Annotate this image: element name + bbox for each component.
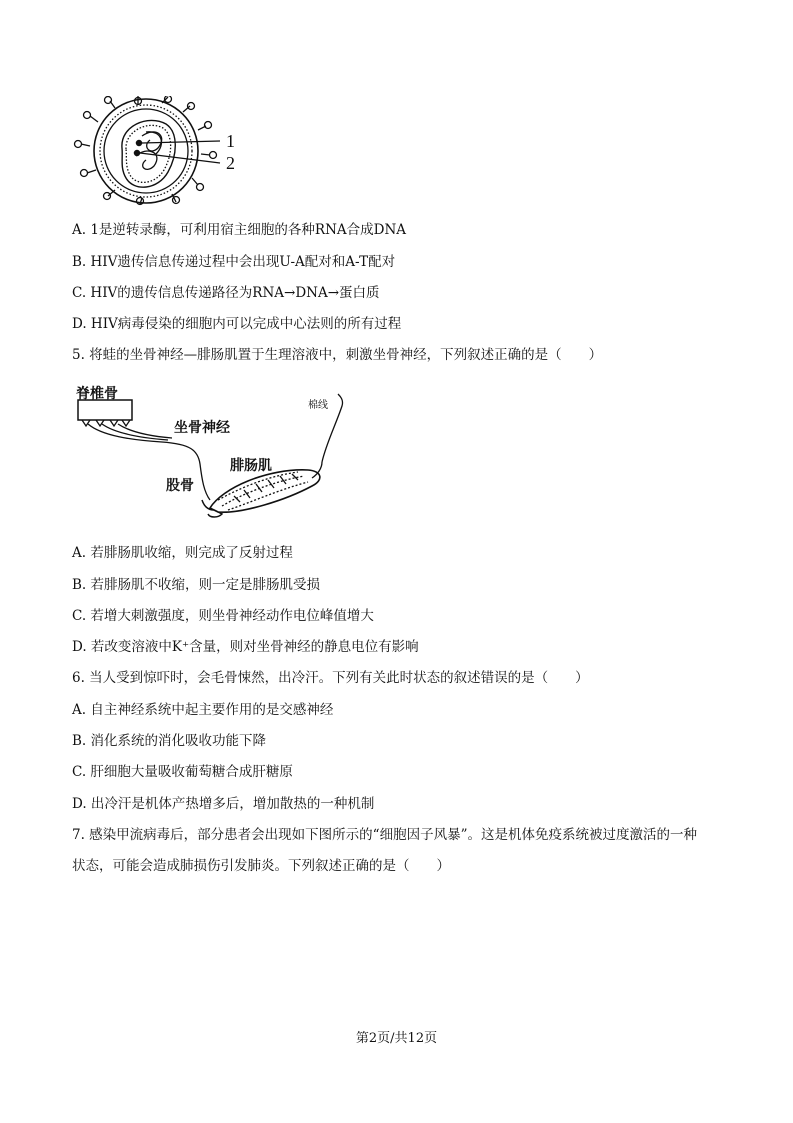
label-thread: 棉线 (308, 400, 328, 411)
q5-option-c: C. 若增大刺激强度，则坐骨神经动作电位峰值增大 (72, 608, 374, 624)
hiv-label-2: 2 (226, 153, 235, 173)
q6-option-b: B. 消化系统的消化吸收功能下降 (72, 733, 267, 749)
q6-stem: 6. 当人受到惊吓时，会毛骨悚然，出冷汗。下列有关此时状态的叙述错误的是（ ） (72, 670, 589, 686)
q5-option-d: D. 若改变溶液中K⁺含量，则对坐骨神经的静息电位有影响 (72, 639, 419, 655)
q6-option-a: A. 自主神经系统中起主要作用的是交感神经 (72, 702, 334, 718)
frog-nerve-muscle-figure (72, 384, 352, 526)
hiv-virus-figure (70, 96, 250, 206)
q4-option-b: B. HIV遗传信息传递过程中会出现U-A配对和A-T配对 (72, 254, 396, 270)
page-footer: 第2页/共12页 (355, 1031, 438, 1046)
q4-option-c: C. HIV的遗传信息传递路径为RNA→DNA→蛋白质 (72, 285, 380, 301)
label-gastrocnemius: 腓肠肌 (230, 458, 272, 474)
label-spine: 脊椎骨 (76, 386, 118, 402)
q7-stem-line2: 状态，可能会造成肺损伤引发肺炎。下列叙述正确的是（ ） (72, 858, 450, 874)
q5-option-b: B. 若腓肠肌不收缩，则一定是腓肠肌受损 (72, 577, 321, 593)
q5-option-a: A. 若腓肠肌收缩，则完成了反射过程 (72, 545, 293, 561)
q6-option-d: D. 出冷汗是机体产热增多后，增加散热的一种机制 (72, 796, 375, 812)
q4-option-d: D. HIV病毒侵染的细胞内可以完成中心法则的所有过程 (72, 316, 402, 332)
q5-stem: 5. 将蛙的坐骨神经—腓肠肌置于生理溶液中，刺激坐骨神经，下列叙述正确的是（ ） (72, 347, 603, 363)
q6-option-c: C. 肝细胞大量吸收葡萄糖合成肝糖原 (72, 764, 293, 780)
q7-stem-line1: 7. 感染甲流病毒后，部分患者会出现如下图所示的“细胞因子风暴”。这是机体免疫系统被过度激活的一种 (72, 827, 697, 843)
label-sciatic-nerve: 坐骨神经 (174, 420, 230, 436)
label-femur: 股骨 (166, 478, 194, 494)
envelope-spikes (75, 96, 217, 205)
hiv-label-1: 1 (226, 131, 235, 151)
q4-option-a: A. 1是逆转录酶，可利用宿主细胞的各种RNA合成DNA (72, 222, 407, 238)
